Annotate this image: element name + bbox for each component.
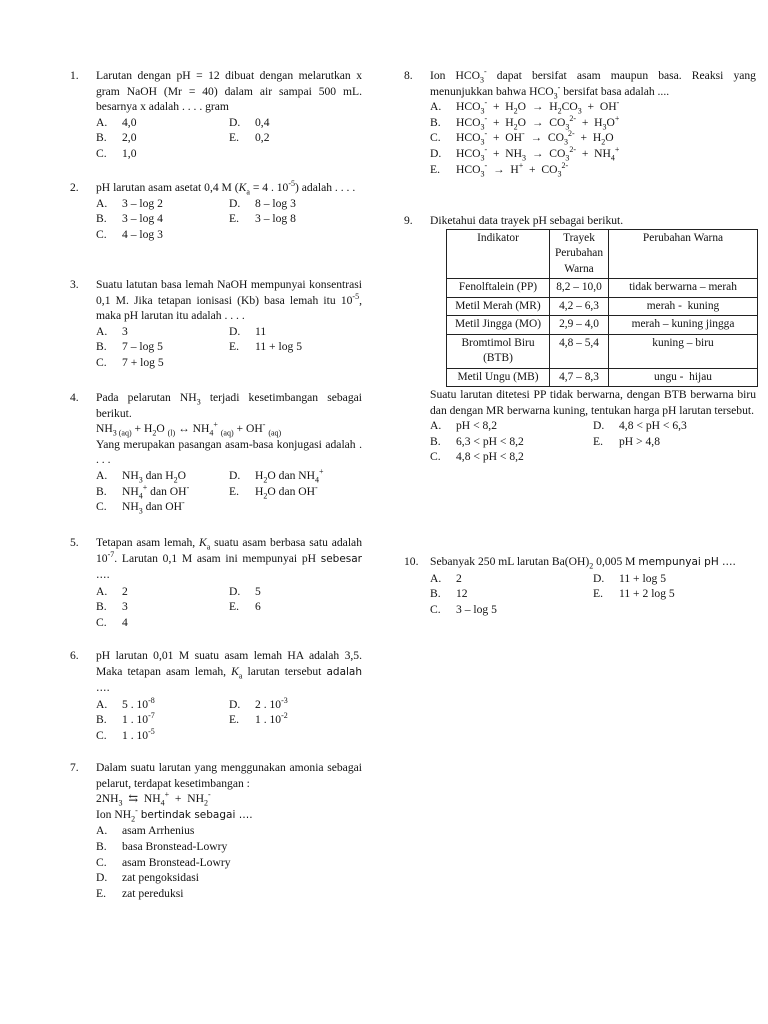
answer-options [96, 468, 362, 515]
table-cell: Fenolftalein (PP) [447, 279, 550, 298]
option-text: pH > 4,8 [619, 434, 660, 448]
table-cell: 4,8 – 5,4 [550, 334, 609, 368]
answer-option-a[interactable] [96, 584, 229, 600]
option-letter: D. [229, 324, 241, 338]
table-header: Perubahan Warna [609, 229, 758, 279]
option-text: 0,2 [255, 131, 270, 145]
answer-option-c[interactable] [430, 130, 756, 146]
option-letter: C. [430, 602, 441, 616]
question-8 [404, 68, 756, 177]
table-cell: Metil Merah (MR) [447, 297, 550, 316]
question-text: pH larutan asam asetat 0,4 M ($K_a = 4$ . $10^{-5}$) adalah . . . . [96, 179, 356, 197]
option-letter: D. [229, 697, 241, 711]
answer-option-b[interactable] [430, 586, 593, 602]
indicator-table [446, 229, 758, 388]
question-2 [70, 180, 362, 242]
answer-option-a[interactable] [96, 115, 229, 131]
answer-options [430, 418, 756, 465]
question-number: 4. [70, 391, 79, 404]
question-followup-text: Suatu larutan ditetesi PP tidak berwarna, dengan BTB berwarna biru dan dengan MR berwarna kuning, tentukan harga pH larutan tersebut. [430, 388, 756, 417]
option-letter: C. [430, 450, 441, 464]
option-text: 4 – log 3 [122, 227, 163, 241]
question-number: 6. [70, 649, 79, 662]
answer-option-c[interactable] [96, 615, 229, 631]
option-text: 2 [122, 584, 128, 598]
option-letter: B. [96, 340, 107, 354]
option-letter: E. [593, 587, 603, 601]
answer-option-c[interactable] [96, 146, 229, 162]
option-text: 0,4 [255, 115, 270, 129]
answer-option-b[interactable] [96, 712, 229, 728]
option-letter: B. [96, 131, 107, 145]
option-text: 11 + 2 log 5 [619, 587, 675, 601]
question-text: Larutan dengan pH = 12 dibuat dengan melarutkan x gram NaOH (Mr = 40) dalam air sampai 500 mL. besarnya x adalah . . . . gram [96, 69, 362, 114]
option-letter: E. [229, 484, 239, 498]
option-letter: A. [430, 100, 442, 114]
option-letter: C. [96, 615, 107, 629]
answer-option-e[interactable] [229, 339, 362, 355]
option-letter: B. [430, 434, 441, 448]
question-1 [70, 68, 362, 162]
option-letter: D. [229, 468, 241, 482]
option-text: 11 + log 5 [619, 571, 667, 585]
table-cell: 4,2 – 6,3 [550, 297, 609, 316]
question-text: Suatu latutan basa lemah NaOH mempunyai konsentrasi 0,1 M. Jika tetapan ionisasi (Kb) basa lemah itu $10^{-5}$, maka pH larutan itu adalah . . . . [96, 278, 362, 323]
option-letter: A. [96, 697, 108, 711]
question-3 [70, 277, 362, 371]
option-text: 4,8 < pH < 6,3 [619, 419, 687, 433]
answer-option-b[interactable] [430, 434, 593, 450]
table-cell: kuning – biru [609, 334, 758, 368]
question-text: Diketahui data trayek pH sebagai berikut. [430, 214, 624, 227]
answer-option-b[interactable] [96, 211, 229, 227]
option-text: 12 [456, 587, 468, 601]
question-number: 2. [70, 181, 79, 194]
option-letter: E. [593, 434, 603, 448]
answer-options [430, 99, 756, 177]
option-letter: D. [229, 115, 241, 129]
answer-option-e[interactable] [229, 599, 362, 615]
option-text: $H_2O$ dan OH- [255, 482, 318, 500]
answer-option-e[interactable] [430, 162, 756, 178]
question-9 [404, 213, 756, 465]
answer-option-e[interactable] [229, 484, 362, 500]
option-letter: A. [96, 196, 108, 210]
option-text: $NH_3$ dan OH- [122, 498, 185, 516]
question-number: 10. [404, 555, 419, 568]
option-letter: C. [96, 355, 107, 369]
option-text: 2,0 [122, 131, 137, 145]
option-text: 11 + log 5 [255, 340, 303, 354]
answer-options [430, 571, 756, 618]
answer-option-a[interactable] [430, 418, 593, 434]
question-number: 1. [70, 69, 79, 82]
answer-option-b[interactable] [96, 599, 229, 615]
answer-option-c[interactable] [96, 855, 362, 871]
option-letter: E. [229, 600, 239, 614]
table-row [447, 279, 758, 298]
option-letter: A. [430, 419, 442, 433]
question-number: 5. [70, 536, 79, 549]
table-header: Trayek Perubahan Warna [550, 229, 609, 279]
answer-option-a[interactable] [96, 196, 229, 212]
table-cell: Bromtimol Biru (BTB) [447, 334, 550, 368]
option-letter: A. [96, 824, 108, 838]
option-letter: E. [96, 886, 106, 900]
option-text: 8 – log 3 [255, 196, 296, 210]
option-letter: C. [96, 728, 107, 742]
option-text: basa Bronstead-Lowry [122, 839, 228, 853]
answer-option-c[interactable] [96, 499, 229, 515]
answer-option-b[interactable] [96, 839, 362, 855]
table-cell: Metil Jingga (MO) [447, 316, 550, 335]
question-10 [404, 554, 756, 617]
option-letter: D. [593, 419, 605, 433]
option-letter: A. [96, 324, 108, 338]
option-text: pH < 8,2 [456, 419, 497, 433]
answer-option-e[interactable] [229, 712, 362, 728]
question-number: 3. [70, 278, 79, 291]
answer-option-e[interactable] [593, 586, 756, 602]
option-text: 4 [122, 615, 128, 629]
answer-option-a[interactable] [96, 697, 229, 713]
answer-option-a[interactable] [96, 468, 229, 484]
question-text: Dalam suatu larutan yang menggunakan amonia sebagai pelarut, terdapat kesetimbangan : $2NH_3$ ⇆ $NH_4^+ + NH_2^-$ Ion $NH_2^-$ bertindak sebagai …. [96, 761, 362, 824]
option-letter: A. [96, 115, 108, 129]
option-letter: A. [430, 571, 442, 585]
answer-option-d[interactable] [229, 468, 362, 484]
option-letter: C. [430, 131, 441, 145]
option-text: 4,0 [122, 115, 137, 129]
answer-option-a[interactable] [96, 823, 362, 839]
option-text: 1 . $10^{-5}$ [122, 727, 155, 742]
question-number: 7. [70, 761, 79, 774]
answer-option-b[interactable] [96, 130, 229, 146]
question-6 [70, 648, 362, 744]
option-text: 2 [456, 571, 462, 585]
table-cell: merah - kuning [609, 297, 758, 316]
option-letter: E. [229, 340, 239, 354]
option-text: zat pengoksidasi [122, 871, 199, 885]
answer-option-a[interactable] [430, 571, 593, 587]
answer-options [96, 823, 362, 901]
option-text: 6 [255, 600, 261, 614]
option-text: 7 + log 5 [122, 355, 164, 369]
option-text: 3 [122, 600, 128, 614]
answer-option-c[interactable] [430, 449, 593, 465]
table-cell: 2,9 – 4,0 [550, 316, 609, 335]
answer-option-b[interactable] [96, 484, 229, 500]
option-letter: E. [229, 212, 239, 226]
answer-options [96, 115, 362, 162]
option-letter: D. [593, 571, 605, 585]
option-text: 5 [255, 584, 261, 598]
option-text: 1,0 [122, 146, 137, 160]
option-text: 2 . $10^{-3}$ [255, 695, 288, 711]
option-letter: B. [96, 713, 107, 727]
question-number: 8. [404, 69, 413, 82]
answer-option-d[interactable] [593, 418, 756, 434]
table-cell: tidak berwarna – merah [609, 279, 758, 298]
question-7 [70, 760, 362, 901]
table-row [447, 368, 758, 387]
question-4 [70, 390, 362, 515]
option-letter: D. [229, 584, 241, 598]
option-text: 1 . $10^{-7}$ [122, 711, 155, 727]
answer-option-b[interactable] [96, 339, 229, 355]
table-cell: 4,7 – 8,3 [550, 368, 609, 387]
option-letter: A. [96, 584, 108, 598]
answer-option-d[interactable] [229, 324, 362, 340]
question-text: Ion $HCO_3^-$ dapat bersifat asam maupun basa. Reaksi yang menunjukkan bahwa $HCO_3^-$ bersifat basa adalah .... [430, 67, 756, 100]
table-row [447, 334, 758, 368]
answer-options [96, 196, 362, 243]
option-text: $HCO_3^- + OH^- \to CO_3^{2-} + H_2O$ [456, 129, 614, 147]
option-letter: B. [96, 600, 107, 614]
question-5 [70, 535, 362, 631]
answer-options [96, 324, 362, 371]
answer-option-d[interactable] [229, 697, 362, 713]
option-letter: E. [229, 131, 239, 145]
option-text: $H_2O$ dan $NH_4^+$ [255, 467, 324, 485]
option-text: 3 – log 5 [456, 602, 497, 616]
option-letter: B. [96, 484, 107, 498]
option-letter: C. [96, 146, 107, 160]
question-text: Tetapan asam lemah, $K_a$ suatu asam berbasa satu adalah $10^{-7}$. Larutan 0,1 M asam ini mempunyai pH sebesar …. [96, 536, 362, 582]
answer-option-b[interactable] [430, 115, 756, 131]
option-text: $HCO_3^- + NH_3 \to CO_3^{2-} + NH_4^+$ [456, 145, 620, 163]
option-text: zat pereduksi [122, 886, 184, 900]
option-letter: E. [430, 162, 440, 176]
option-letter: B. [96, 212, 107, 226]
answer-option-d[interactable] [593, 571, 756, 587]
option-letter: B. [430, 587, 441, 601]
option-text: 3 – log 4 [122, 212, 163, 226]
answer-option-c[interactable] [96, 227, 229, 243]
answer-option-e[interactable] [229, 211, 362, 227]
option-text: 3 [122, 324, 128, 338]
option-text: 6,3 < pH < 8,2 [456, 434, 524, 448]
option-text: 5 . $10^{-8}$ [122, 695, 155, 711]
option-letter: C. [96, 500, 107, 514]
question-number: 9. [404, 214, 413, 227]
option-text: asam Arrhenius [122, 824, 195, 838]
answer-option-d[interactable] [229, 196, 362, 212]
option-text: $NH_3$ dan $H_2O$ [122, 468, 187, 485]
option-letter: A. [96, 468, 108, 482]
option-text: 1 . $10^{-2}$ [255, 711, 288, 727]
option-text: 3 – log 8 [255, 212, 296, 226]
answer-option-c[interactable] [430, 602, 593, 618]
question-text: pH larutan 0,01 M suatu asam lemah HA adalah 3,5. Maka tetapan asam lemah, $K_a$ larutan tersebut adalah …. [96, 649, 363, 695]
answer-options [96, 584, 362, 631]
option-text: $HCO_3^- + H_2O \to CO_3^{2-} + H_3O^+$ [456, 113, 620, 132]
answer-option-e[interactable] [229, 130, 362, 146]
option-text: $NH_4^+$ dan OH- [122, 482, 190, 500]
answer-option-d[interactable] [229, 115, 362, 131]
question-text: Sebanyak 250 mL larutan $Ba(OH)_2$ 0,005 M mempunyai pH …. [430, 555, 736, 571]
option-letter: B. [430, 115, 441, 129]
table-row [447, 297, 758, 316]
option-letter: D. [430, 146, 442, 160]
option-text: 7 – log 5 [122, 340, 163, 354]
answer-option-e[interactable] [593, 434, 756, 450]
answer-option-a[interactable] [96, 324, 229, 340]
answer-option-d[interactable] [96, 870, 362, 886]
question-text: Pada pelarutan $NH_3$ terjadi kesetimbangan sebagai berikut. $NH_{3 (aq)} + H_2O$ $_{(l)}$ ↔ $NH_4^+$ $_{(aq)}$ + OH- $_{(aq)}$ Yang merupakan pasangan asam-basa konjugasi adalah . . . . [96, 391, 362, 467]
option-text: asam Bronstead-Lowry [122, 855, 231, 869]
option-letter: D. [229, 196, 241, 210]
option-letter: E. [229, 713, 239, 727]
option-letter: B. [96, 839, 107, 853]
table-cell: 8,2 – 10,0 [550, 279, 609, 298]
option-text: 11 [255, 324, 267, 338]
answer-option-c[interactable] [96, 728, 229, 744]
option-letter: D. [96, 871, 108, 885]
option-letter: C. [96, 227, 107, 241]
table-cell: Metil Ungu (MB) [447, 368, 550, 387]
option-text: 4,8 < pH < 8,2 [456, 450, 524, 464]
answer-option-e[interactable] [96, 886, 362, 902]
option-text: 3 – log 2 [122, 196, 163, 210]
answer-option-d[interactable] [229, 584, 362, 600]
table-cell: ungu - hijau [609, 368, 758, 387]
answer-option-a[interactable] [430, 99, 756, 115]
option-text: $HCO_3^- \to H^+ + CO_3^{2-}$ [456, 160, 569, 178]
option-letter: C. [96, 855, 107, 869]
answer-option-d[interactable] [430, 146, 756, 162]
table-cell: merah – kuning jingga [609, 316, 758, 335]
table-header: Indikator [447, 229, 550, 279]
table-row [447, 316, 758, 335]
answer-option-c[interactable] [96, 355, 229, 371]
answer-options [96, 697, 362, 744]
option-text: $HCO_3^- + H_2O \to H_2CO_3 + OH^-$ [456, 98, 620, 116]
